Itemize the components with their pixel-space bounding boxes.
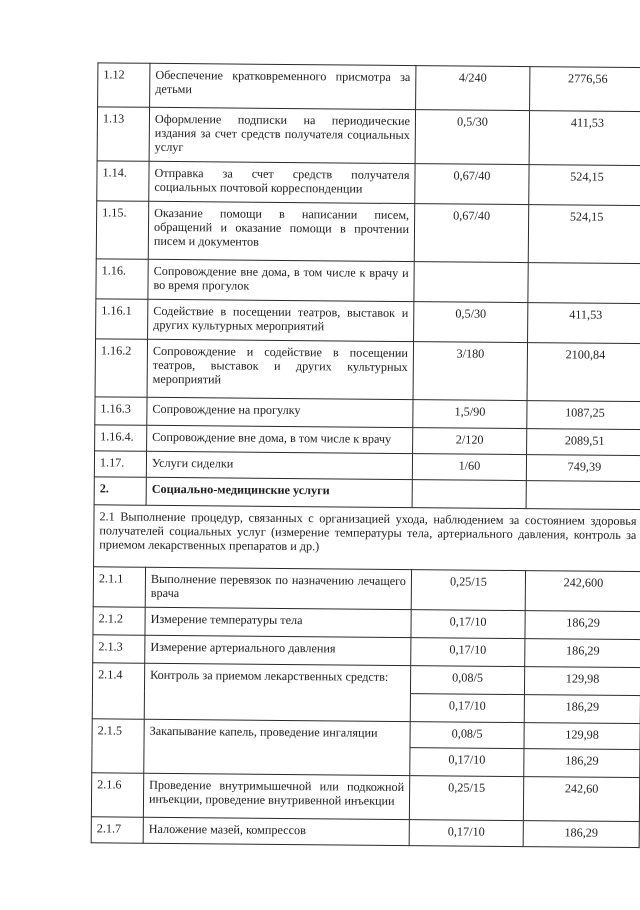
service-time: 1/60 [412, 454, 526, 481]
service-price: 186,29 [525, 611, 640, 640]
service-number: 2.1.1 [93, 567, 145, 607]
service-number: 1.16.2 [95, 339, 148, 397]
service-price: 129,98 [524, 667, 640, 696]
service-price: 524,15 [528, 205, 640, 264]
table-row [91, 817, 639, 848]
service-price: 186,29 [523, 821, 639, 848]
table-row [95, 339, 640, 402]
service-name: Отправка за счет средств получателя социальных почтовой корреспонденции [149, 161, 415, 203]
service-number: 2.1.5 [92, 719, 144, 773]
service-name: Измерение артериального давления [145, 635, 411, 665]
service-name: Контроль за приемом лекарственных средств: [144, 663, 410, 721]
service-time: 0,67/40 [415, 164, 529, 205]
service-name: Проведение внутримышечной или подкожной инъекции, проведение внутривенной инъекции [143, 773, 409, 819]
service-price: 749,39 [526, 455, 640, 482]
service-number: 1.15. [96, 201, 149, 259]
service-number: 2.1.4 [92, 663, 144, 719]
service-name: Обеспечение кратковременного присмотра за детьми [150, 63, 416, 109]
service-time: 0,17/10 [410, 748, 524, 777]
service-name: Сопровождение и содействие в посещении театров, выставок и других культурных мероприятий [147, 339, 413, 399]
service-time: 0,17/10 [411, 638, 525, 667]
service-time: 0,17/10 [411, 610, 525, 639]
service-price: 2089,51 [527, 429, 640, 456]
table-row [96, 259, 640, 304]
table-row [97, 107, 640, 166]
service-time: 2/120 [413, 428, 527, 455]
service-price: 2776,56 [530, 67, 640, 112]
service-name: Услуги сиделки [146, 451, 412, 479]
service-name: Измерение температуры тела [145, 607, 411, 637]
table-row [92, 663, 640, 696]
service-name: Сопровождение на прогулку [147, 397, 413, 427]
service-time: 0,17/10 [409, 820, 523, 847]
subsection-heading-row [94, 505, 640, 572]
service-price: 411,53 [528, 303, 640, 344]
service-number: 2.1.2 [93, 607, 145, 635]
service-number: 1.16.4. [95, 425, 147, 451]
service-time: 4/240 [416, 66, 530, 111]
section-number: 2. [94, 477, 146, 505]
service-number: 2.1.3 [93, 635, 145, 663]
service-name: Выполнение перевязок по назначению лечащего врача [145, 567, 411, 609]
service-name: Сопровождение вне дома, в том числе к врачу и во время прогулок [148, 259, 414, 301]
service-time: 0,25/15 [409, 776, 523, 821]
service-price: 242,60 [523, 777, 639, 822]
service-name: Оформление подписки на периодические издания за счет средств получателя социальных услуг [149, 107, 415, 163]
table-row [98, 63, 640, 112]
service-name: Закапывание капель, проведение ингаляции [144, 719, 410, 775]
empty-cell [412, 480, 526, 509]
table-row [91, 773, 639, 822]
table-row [97, 161, 640, 206]
service-time: 0,25/15 [411, 570, 525, 611]
service-price: 411,53 [529, 111, 640, 166]
service-number: 1.16.1 [96, 299, 148, 339]
table-row [93, 567, 640, 612]
service-number: 1.16.3 [95, 397, 147, 425]
service-name: Сопровождение вне дома, в том числе к врачу [147, 425, 413, 453]
service-price: 186,29 [524, 695, 640, 724]
service-time: 0,08/5 [410, 666, 524, 695]
service-time: 0,17/10 [410, 694, 524, 723]
service-price [528, 263, 640, 304]
service-number: 1.13 [97, 107, 149, 161]
service-number: 1.17. [94, 451, 146, 477]
service-name: Наложение мазей, компрессов [143, 817, 409, 845]
service-price: 524,15 [529, 165, 640, 206]
table-row [96, 201, 640, 264]
service-time: 0,5/30 [415, 110, 529, 165]
service-price: 242,600 [525, 571, 640, 612]
service-price: 1087,25 [527, 401, 640, 430]
section-title: Социально-медицинские услуги [146, 477, 412, 507]
service-price: 2100,84 [527, 343, 640, 402]
service-number: 2.1.6 [91, 773, 143, 817]
table-row [96, 299, 640, 344]
service-time: 0,5/30 [414, 302, 528, 343]
service-price: 186,29 [524, 749, 640, 778]
service-time: 1,5/90 [413, 400, 527, 429]
service-number: 2.1.7 [91, 817, 143, 843]
table-row [92, 719, 640, 750]
service-time: 3/180 [413, 342, 528, 401]
empty-cell [526, 481, 640, 510]
service-name: Оказание помощи в написании писем, обращений и оказание помощи в прочтении писем и документов [148, 201, 414, 261]
tariff-table [91, 62, 640, 848]
service-price: 186,29 [525, 639, 640, 668]
service-price: 129,98 [524, 723, 640, 750]
service-time [414, 262, 528, 303]
service-number: 1.14. [97, 161, 149, 201]
service-time: 0,08/5 [410, 722, 524, 749]
service-time: 0,67/40 [414, 204, 529, 263]
service-name: Содействие в посещении театров, выставок и других культурных мероприятий [148, 299, 414, 341]
service-number: 1.12 [98, 63, 150, 107]
service-number: 1.16. [96, 259, 148, 299]
subsection-heading: 2.1 Выполнение процедур, связанных с организацией ухода, наблюдением за состоянием здоровья получателей социальных услуг (измерение температуры тела, артериального давления, контроль за приемом лекарственных препаратов и др.) [94, 505, 640, 572]
